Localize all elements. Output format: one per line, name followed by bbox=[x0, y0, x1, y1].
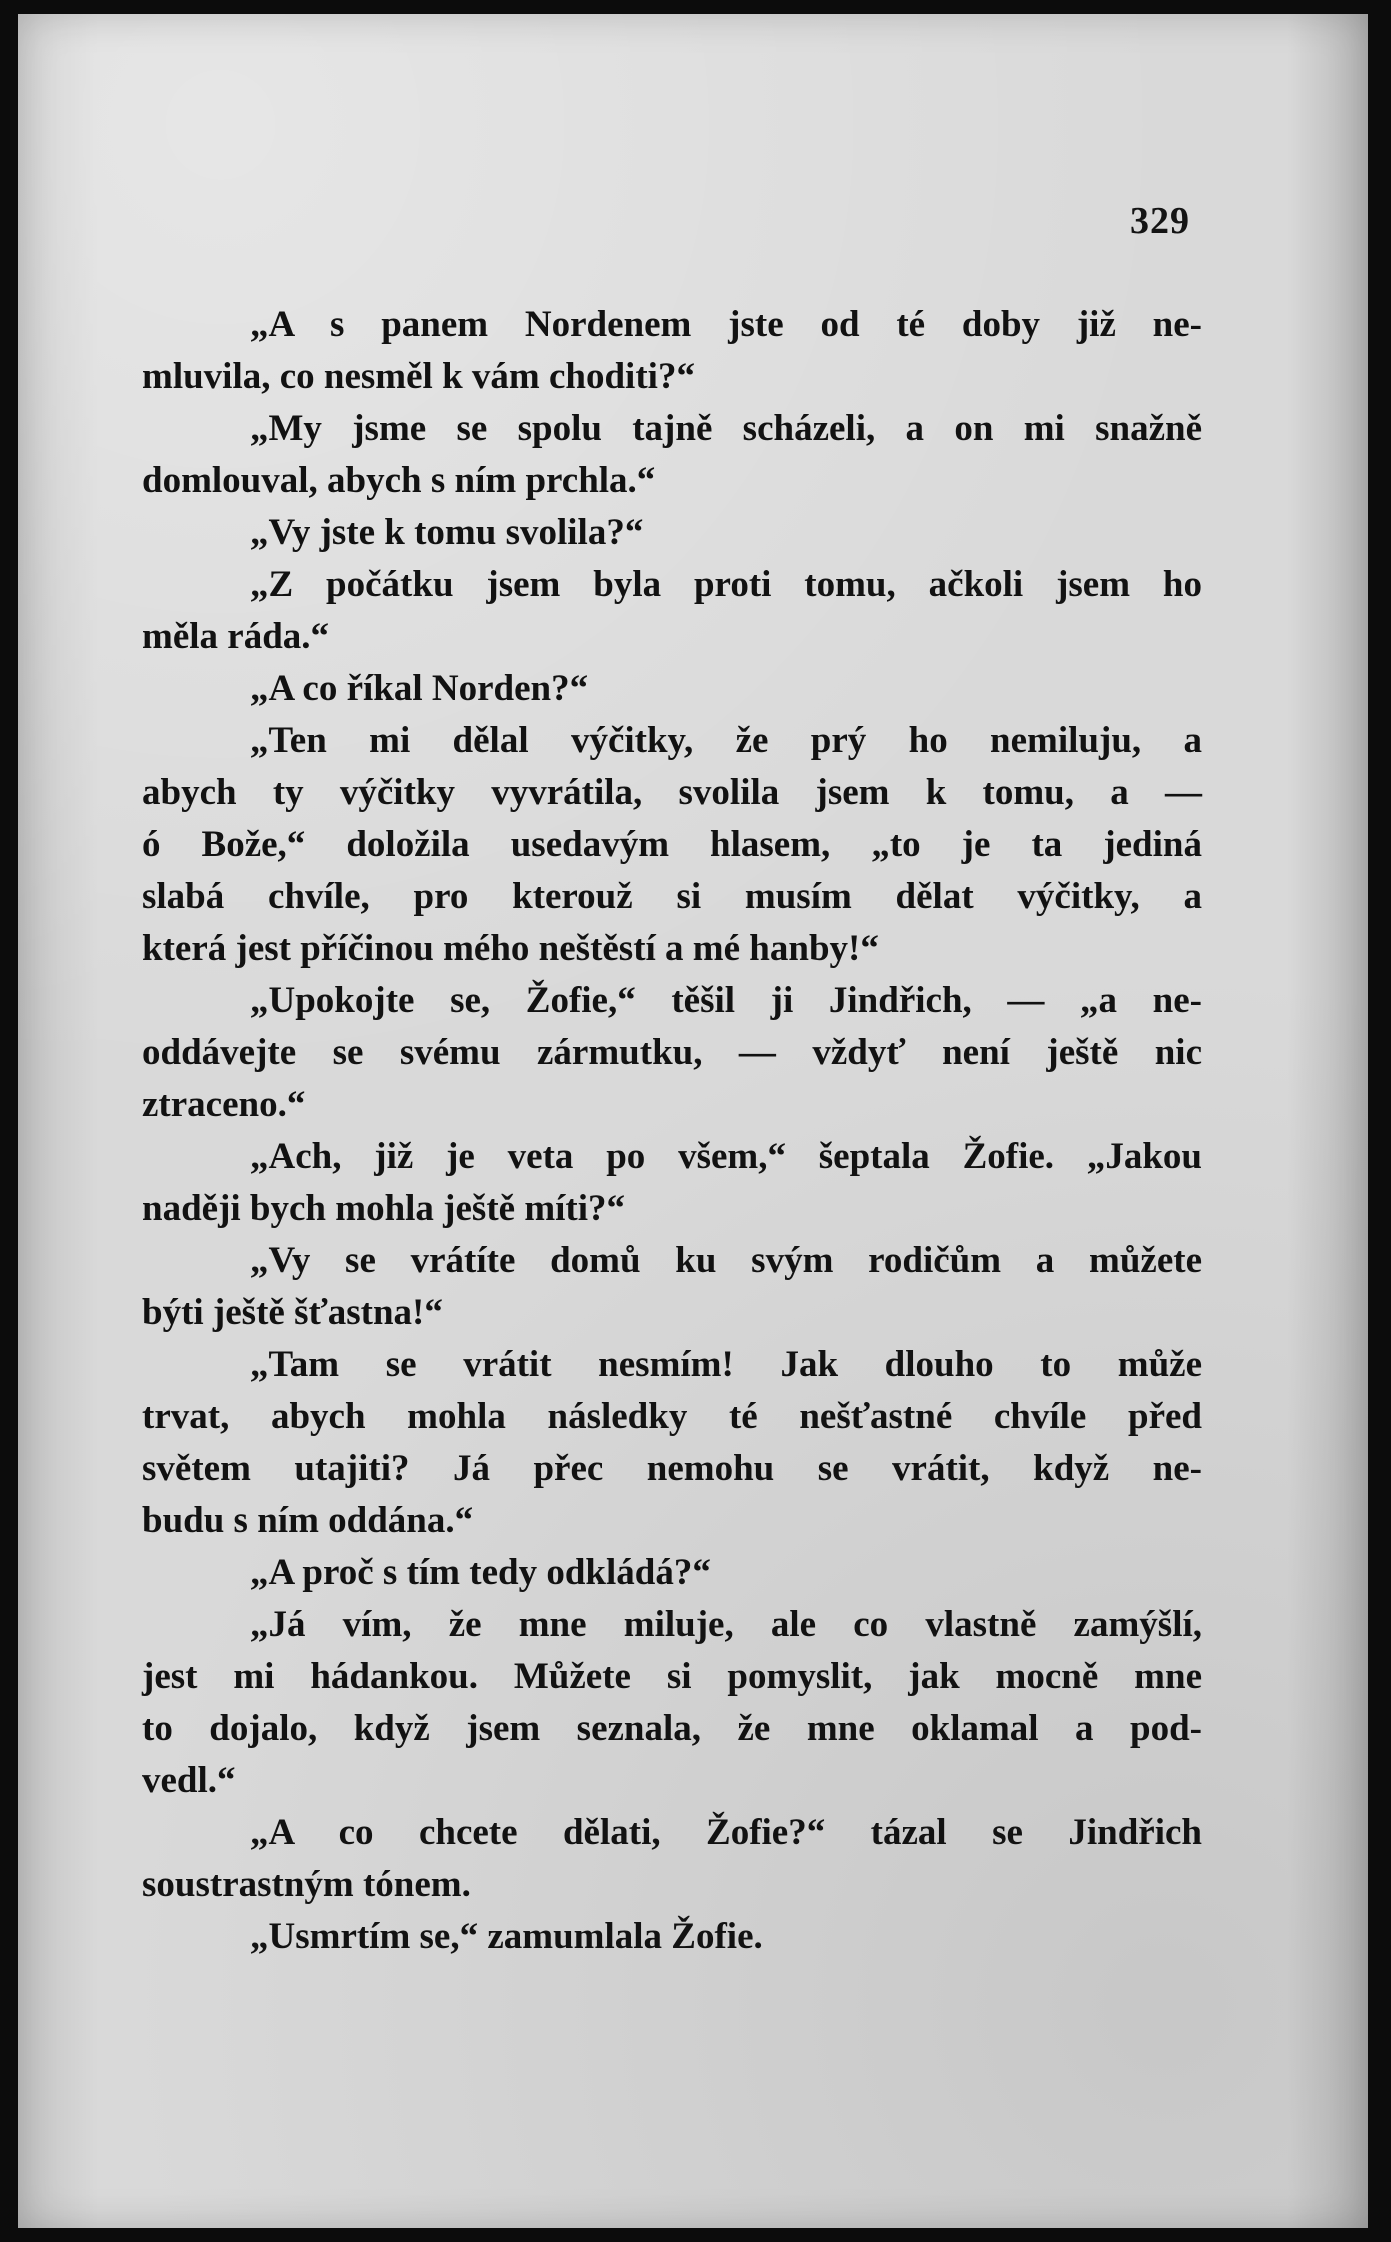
text-line: „My jsme se spolu tajně scházeli, a on mi snažně bbox=[250, 408, 1202, 449]
text-line: „Vy se vrátíte domů ku svým rodičům a můžete bbox=[250, 1240, 1202, 1281]
text-line: slabá chvíle, pro kterouž si musím dělat výčitky, a bbox=[142, 876, 1202, 917]
page-number: 329 bbox=[1130, 200, 1190, 242]
text-line: měla ráda.“ bbox=[142, 616, 330, 657]
text-line: která jest příčinou mého neštěstí a mé hanby!“ bbox=[142, 928, 879, 969]
text-line: „A proč s tím tedy odkládá?“ bbox=[250, 1552, 711, 1593]
text-line: „Ten mi dělal výčitky, že prý ho nemiluju, a bbox=[250, 720, 1202, 761]
text-line: „Ach, již je veta po všem,“ šeptala Žofie. „Jakou bbox=[250, 1136, 1202, 1177]
text-line: to dojalo, když jsem seznala, že mne oklamal a pod- bbox=[142, 1708, 1202, 1749]
text-line: jest mi hádankou. Můžete si pomyslit, jak mocně mne bbox=[142, 1656, 1202, 1697]
text-line: „Z počátku jsem byla proti tomu, ačkoli jsem ho bbox=[250, 564, 1202, 605]
text-line: mluvila, co nesměl k vám choditi?“ bbox=[142, 356, 695, 397]
text-line: „A s panem Nordenem jste od té doby již ne- bbox=[250, 304, 1202, 345]
text-line: budu s ním oddána.“ bbox=[142, 1500, 474, 1541]
text-line: ó Bože,“ doložila usedavým hlasem, „to je ta jediná bbox=[142, 824, 1202, 865]
text-line: naději bych mohla ještě míti?“ bbox=[142, 1188, 626, 1229]
text-line: „A co chcete dělati, Žofie?“ tázal se Jindřich bbox=[250, 1812, 1202, 1853]
text-line: „Vy jste k tomu svolila?“ bbox=[250, 512, 644, 553]
text-line: vedl.“ bbox=[142, 1760, 236, 1801]
text-line: ztraceno.“ bbox=[142, 1084, 306, 1125]
text-line: „Upokojte se, Žofie,“ těšil ji Jindřich, — „a ne- bbox=[250, 980, 1202, 1021]
text-line: trvat, abych mohla následky té nešťastné chvíle před bbox=[142, 1396, 1202, 1437]
text-line: „Já vím, že mne miluje, ale co vlastně zamýšlí, bbox=[250, 1604, 1202, 1645]
text-line: býti ještě šťastna!“ bbox=[142, 1292, 443, 1333]
page-text bbox=[142, 299, 1202, 1963]
text-line: světem utajiti? Já přec nemohu se vrátit, když ne- bbox=[142, 1448, 1202, 1489]
text-line: „Usmrtím se,“ zamumlala Žofie. bbox=[250, 1916, 763, 1957]
text-line: oddávejte se svému zármutku, — vždyť není ještě nic bbox=[142, 1032, 1202, 1073]
text-line: „A co říkal Norden?“ bbox=[250, 668, 589, 709]
text-line: „Tam se vrátit nesmím! Jak dlouho to může bbox=[250, 1344, 1202, 1385]
book-page bbox=[18, 14, 1368, 2228]
text-line: soustrastným tónem. bbox=[142, 1864, 471, 1905]
text-line: domlouval, abych s ním prchla.“ bbox=[142, 460, 656, 501]
text-line: abych ty výčitky vyvrátila, svolila jsem k tomu, a — bbox=[142, 772, 1202, 813]
